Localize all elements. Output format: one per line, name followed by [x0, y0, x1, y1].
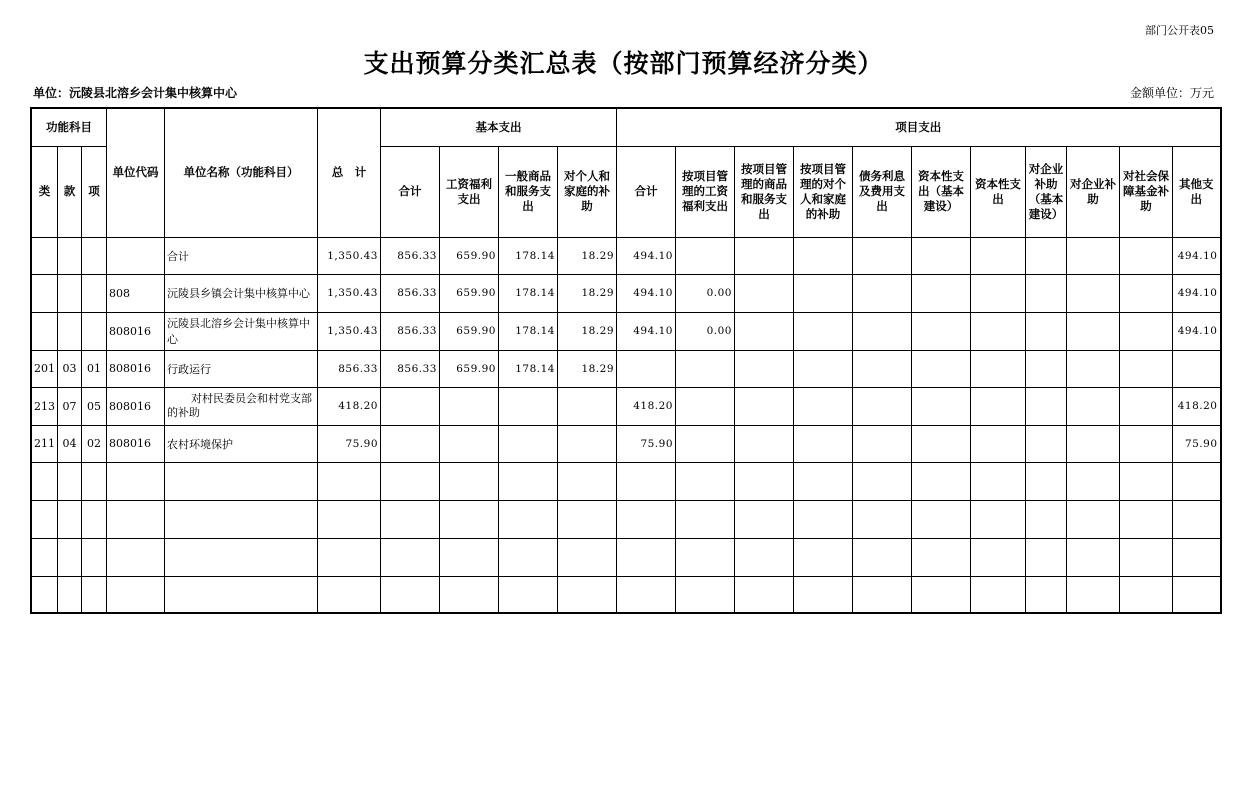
cell-debt	[853, 274, 912, 312]
header-basic: 基本支出	[381, 108, 617, 146]
cell-xiang	[82, 312, 107, 350]
cell-proj-salary: 0.00	[676, 312, 735, 350]
cell-proj-salary	[676, 237, 735, 274]
cell-xiang	[82, 237, 107, 274]
cell-salary: 659.90	[440, 237, 499, 274]
cell-name: 农村环境保护	[165, 425, 318, 462]
header-unit-code: 单位代码	[107, 108, 165, 237]
cell-salary	[440, 425, 499, 462]
cell-name-text: 对村民委员会和村党支部的补助	[167, 392, 312, 419]
cell-goods	[499, 387, 558, 425]
cell-proj-goods	[735, 312, 794, 350]
cell-proj-goods	[735, 425, 794, 462]
cell-total: 1,350.43	[318, 237, 381, 274]
cell-enterprise	[1067, 274, 1120, 312]
cell-debt	[853, 237, 912, 274]
cell-basic-total: 856.33	[381, 312, 440, 350]
cell-goods: 178.14	[499, 237, 558, 274]
empty-row	[31, 500, 1221, 538]
cell-basic-total	[381, 425, 440, 462]
cell-debt	[853, 312, 912, 350]
cell-basic-total: 856.33	[381, 274, 440, 312]
table-row	[31, 387, 1221, 425]
cell-capital-basic	[912, 425, 971, 462]
cell-proj-personal	[794, 274, 853, 312]
table-body	[31, 237, 1221, 613]
cell-lei: 211	[31, 425, 58, 462]
cell-lei: 201	[31, 350, 58, 387]
header-salary: 工资福利支出	[440, 146, 499, 237]
cell-enterprise-basic	[1026, 312, 1067, 350]
cell-name: 合计	[165, 237, 318, 274]
cell-other: 494.10	[1173, 312, 1221, 350]
cell-capital-basic	[912, 312, 971, 350]
cell-code: 808016	[107, 350, 165, 387]
cell-salary	[440, 387, 499, 425]
cell-other: 494.10	[1173, 237, 1221, 274]
cell-proj-salary: 0.00	[676, 274, 735, 312]
cell-proj-personal	[794, 312, 853, 350]
cell-proj-total: 75.90	[617, 425, 676, 462]
cell-total: 1,350.43	[318, 274, 381, 312]
cell-code: 808016	[107, 425, 165, 462]
cell-salary: 659.90	[440, 312, 499, 350]
table-row	[31, 425, 1221, 462]
header-enterprise-basic: 对企业补助（基本建设）	[1026, 146, 1067, 237]
header-unit-name: 单位名称（功能科目）	[165, 108, 318, 237]
cell-debt	[853, 387, 912, 425]
unit-label: 单位：沅陵县北溶乡会计集中核算中心	[33, 86, 238, 100]
cell-xiang: 02	[82, 425, 107, 462]
cell-other: 75.90	[1173, 425, 1221, 462]
header-capital-basic: 资本性支出（基本建设）	[912, 146, 971, 237]
cell-code: 808	[107, 274, 165, 312]
cell-enterprise-basic	[1026, 274, 1067, 312]
cell-enterprise-basic	[1026, 387, 1067, 425]
cell-proj-goods	[735, 237, 794, 274]
header-enterprise: 对企业补助	[1067, 146, 1120, 237]
cell-social	[1120, 387, 1173, 425]
header-personal: 对个人和家庭的补助	[558, 146, 617, 237]
table-row	[31, 237, 1221, 274]
cell-name	[165, 387, 318, 425]
table-row	[31, 312, 1221, 350]
money-unit-label: 金额单位：万元	[1129, 86, 1214, 100]
cell-proj-personal	[794, 387, 853, 425]
cell-basic-total: 856.33	[381, 237, 440, 274]
cell-capital	[971, 387, 1026, 425]
form-number: 部门公开表05	[1145, 24, 1214, 37]
cell-capital	[971, 425, 1026, 462]
cell-xiang: 01	[82, 350, 107, 387]
cell-social	[1120, 237, 1173, 274]
cell-personal	[558, 425, 617, 462]
cell-proj-total: 494.10	[617, 237, 676, 274]
cell-code	[107, 237, 165, 274]
cell-kuan: 04	[58, 425, 82, 462]
budget-table	[30, 107, 1222, 614]
header-lei: 类	[31, 146, 58, 237]
cell-social	[1120, 312, 1173, 350]
cell-lei	[31, 274, 58, 312]
cell-proj-goods	[735, 387, 794, 425]
cell-total: 418.20	[318, 387, 381, 425]
header-xiang: 项	[82, 146, 107, 237]
cell-proj-total: 418.20	[617, 387, 676, 425]
cell-total: 1,350.43	[318, 312, 381, 350]
cell-proj-personal	[794, 237, 853, 274]
cell-kuan	[58, 274, 82, 312]
cell-capital-basic	[912, 237, 971, 274]
cell-enterprise	[1067, 237, 1120, 274]
cell-lei: 213	[31, 387, 58, 425]
cell-capital-basic	[912, 274, 971, 312]
cell-kuan: 03	[58, 350, 82, 387]
cell-proj-salary	[676, 425, 735, 462]
cell-proj-total	[617, 350, 676, 387]
empty-row	[31, 576, 1221, 613]
cell-enterprise-basic	[1026, 350, 1067, 387]
cell-debt	[853, 350, 912, 387]
cell-proj-total: 494.10	[617, 274, 676, 312]
cell-personal	[558, 387, 617, 425]
cell-proj-total: 494.10	[617, 312, 676, 350]
cell-personal: 18.29	[558, 237, 617, 274]
cell-basic-total: 856.33	[381, 350, 440, 387]
header-proj-total: 合计	[617, 146, 676, 237]
cell-lei	[31, 312, 58, 350]
cell-goods: 178.14	[499, 312, 558, 350]
cell-social	[1120, 425, 1173, 462]
cell-other: 494.10	[1173, 274, 1221, 312]
cell-proj-goods	[735, 274, 794, 312]
cell-lei	[31, 237, 58, 274]
cell-debt	[853, 425, 912, 462]
cell-other	[1173, 350, 1221, 387]
cell-enterprise	[1067, 387, 1120, 425]
cell-personal: 18.29	[558, 350, 617, 387]
cell-salary: 659.90	[440, 350, 499, 387]
cell-capital	[971, 237, 1026, 274]
cell-capital	[971, 350, 1026, 387]
empty-row	[31, 462, 1221, 500]
cell-code: 808016	[107, 312, 165, 350]
cell-goods: 178.14	[499, 274, 558, 312]
cell-enterprise	[1067, 350, 1120, 387]
cell-capital	[971, 274, 1026, 312]
page-title: 支出预算分类汇总表（按部门预算经济分类）	[363, 49, 884, 78]
cell-basic-total	[381, 387, 440, 425]
cell-salary: 659.90	[440, 274, 499, 312]
table-row	[31, 274, 1221, 312]
header-func-subject: 功能科目	[31, 108, 107, 146]
cell-kuan	[58, 312, 82, 350]
cell-enterprise-basic	[1026, 425, 1067, 462]
header-basic-total: 合计	[381, 146, 440, 237]
cell-xiang	[82, 274, 107, 312]
empty-row	[31, 538, 1221, 576]
cell-enterprise	[1067, 425, 1120, 462]
header-other: 其他支出	[1173, 146, 1221, 237]
cell-proj-personal	[794, 425, 853, 462]
header-debt: 债务利息及费用支出	[853, 146, 912, 237]
cell-total: 75.90	[318, 425, 381, 462]
cell-goods: 178.14	[499, 350, 558, 387]
header-kuan: 款	[58, 146, 82, 237]
table-row	[31, 350, 1221, 387]
table-header	[31, 108, 1221, 237]
cell-name: 沅陵县北溶乡会计集中核算中心	[165, 312, 318, 350]
header-capital: 资本性支出	[971, 146, 1026, 237]
header-proj-personal: 按项目管理的对个人和家庭的补助	[794, 146, 853, 237]
cell-goods	[499, 425, 558, 462]
cell-proj-goods	[735, 350, 794, 387]
cell-personal: 18.29	[558, 274, 617, 312]
cell-name: 行政运行	[165, 350, 318, 387]
cell-personal: 18.29	[558, 312, 617, 350]
cell-capital-basic	[912, 387, 971, 425]
cell-enterprise-basic	[1026, 237, 1067, 274]
cell-capital-basic	[912, 350, 971, 387]
cell-kuan: 07	[58, 387, 82, 425]
header-project: 项目支出	[617, 108, 1221, 146]
cell-xiang: 05	[82, 387, 107, 425]
cell-proj-personal	[794, 350, 853, 387]
header-proj-goods: 按项目管理的商品和服务支出	[735, 146, 794, 237]
cell-kuan	[58, 237, 82, 274]
header-goods: 一般商品和服务支出	[499, 146, 558, 237]
cell-proj-salary	[676, 387, 735, 425]
header-social: 对社会保障基金补助	[1120, 146, 1173, 237]
cell-social	[1120, 274, 1173, 312]
cell-other: 418.20	[1173, 387, 1221, 425]
cell-total: 856.33	[318, 350, 381, 387]
header-total: 总 计	[318, 108, 381, 237]
cell-proj-salary	[676, 350, 735, 387]
cell-code: 808016	[107, 387, 165, 425]
cell-social	[1120, 350, 1173, 387]
header-proj-salary: 按项目管理的工资福利支出	[676, 146, 735, 237]
cell-enterprise	[1067, 312, 1120, 350]
cell-name: 沅陵县乡镇会计集中核算中心	[165, 274, 318, 312]
cell-capital	[971, 312, 1026, 350]
